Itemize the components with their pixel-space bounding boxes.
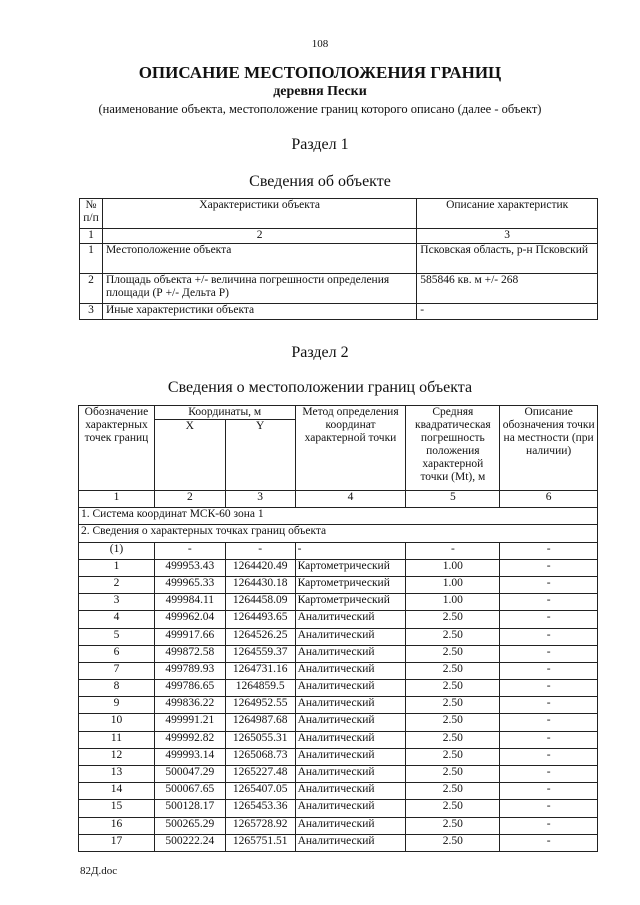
table-row (79, 697, 598, 714)
header-method: Метод определения координат характерной точки (295, 406, 406, 491)
table-row (80, 304, 598, 320)
coord-y: 1265055.31 (225, 731, 295, 748)
accuracy: 2.50 (406, 680, 500, 697)
col-number: 3 (417, 229, 598, 244)
accuracy: - (406, 542, 500, 559)
table-row (79, 662, 598, 679)
coord-y: 1264420.49 (225, 559, 295, 576)
point-desc: - (500, 697, 598, 714)
method: Аналитический (295, 697, 406, 714)
table-row (79, 817, 598, 834)
accuracy: 2.50 (406, 662, 500, 679)
header-num: № п/п (80, 199, 103, 229)
accuracy: 2.50 (406, 714, 500, 731)
method: Картометрический (295, 559, 406, 576)
coord-y: 1264987.68 (225, 714, 295, 731)
header-desc: Описание обозначения точки на местности (при наличии) (500, 406, 598, 491)
point-id: 8 (79, 680, 155, 697)
method: Аналитический (295, 645, 406, 662)
column-numbers-row (79, 491, 598, 508)
table-row (79, 628, 598, 645)
coord-x: 499991.21 (154, 714, 225, 731)
table-row (79, 645, 598, 662)
coord-x: 500047.29 (154, 766, 225, 783)
method: Аналитический (295, 748, 406, 765)
coord-x: 499984.11 (154, 594, 225, 611)
table-row (79, 748, 598, 765)
coord-x: 499993.14 (154, 748, 225, 765)
point-desc: - (500, 628, 598, 645)
point-desc: - (500, 714, 598, 731)
point-id: 7 (79, 662, 155, 679)
accuracy: 1.00 (406, 559, 500, 576)
point-desc: - (500, 559, 598, 576)
point-id: 2 (79, 576, 155, 593)
accuracy: 2.50 (406, 748, 500, 765)
table-row (79, 800, 598, 817)
coord-x: 499965.33 (154, 576, 225, 593)
point-id: 1 (79, 559, 155, 576)
header-y: Y (225, 420, 295, 491)
coord-y: 1264731.16 (225, 662, 295, 679)
accuracy: 1.00 (406, 576, 500, 593)
section2-heading: Раздел 2 (291, 344, 349, 361)
footer-filename: 82Д.doc (80, 865, 118, 877)
point-desc: - (500, 662, 598, 679)
point-desc: - (500, 834, 598, 851)
coord-y: 1264559.37 (225, 645, 295, 662)
coord-x: - (154, 542, 225, 559)
method: Аналитический (295, 731, 406, 748)
row-num: 3 (80, 304, 103, 320)
object-info-table (79, 198, 598, 320)
col-number: 5 (406, 491, 500, 508)
point-id: 11 (79, 731, 155, 748)
point-id: 12 (79, 748, 155, 765)
point-id: 5 (79, 628, 155, 645)
row-desc: Псковская область, р-н Псковский (417, 244, 598, 274)
table-row (79, 559, 598, 576)
table-row (79, 542, 598, 559)
point-desc: - (500, 680, 598, 697)
method: Аналитический (295, 662, 406, 679)
point-id: 6 (79, 645, 155, 662)
method: Аналитический (295, 817, 406, 834)
method: - (295, 542, 406, 559)
header-accuracy: Средняя квадратическая погрешность положения характерной точки (Mt), м (406, 406, 500, 491)
col-number: 4 (295, 491, 406, 508)
row-num: 2 (80, 274, 103, 304)
section1-caption: Сведения об объекте (249, 173, 391, 190)
col-number: 2 (154, 491, 225, 508)
table-row (80, 274, 598, 304)
method: Картометрический (295, 594, 406, 611)
coord-y: 1264526.25 (225, 628, 295, 645)
accuracy: 2.50 (406, 731, 500, 748)
table-row (79, 576, 598, 593)
accuracy: 2.50 (406, 800, 500, 817)
points-row: 2. Сведения о характерных точках границ объекта (79, 525, 598, 542)
col-number: 1 (80, 229, 103, 244)
coord-x: 500222.24 (154, 834, 225, 851)
table-row (79, 611, 598, 628)
point-id: 4 (79, 611, 155, 628)
page-number: 108 (311, 38, 329, 50)
table-row (79, 594, 598, 611)
header-x: X (154, 420, 225, 491)
coord-x: 499836.22 (154, 697, 225, 714)
object-name: деревня Пески (273, 84, 367, 99)
coord-x: 499962.04 (154, 611, 225, 628)
section1-heading: Раздел 1 (291, 136, 349, 153)
accuracy: 2.50 (406, 834, 500, 851)
row-chars: Местоположение объекта (102, 244, 416, 274)
accuracy: 2.50 (406, 766, 500, 783)
method: Аналитический (295, 800, 406, 817)
row-desc: - (417, 304, 598, 320)
row-chars: Площадь объекта +/- величина погрешности определения площади (Р +/- Дельта Р) (102, 274, 416, 304)
method: Аналитический (295, 766, 406, 783)
col-number: 3 (225, 491, 295, 508)
point-id: 14 (79, 783, 155, 800)
point-desc: - (500, 783, 598, 800)
section2-caption: Сведения о местоположении границ объекта (167, 379, 473, 396)
coord-x: 499992.82 (154, 731, 225, 748)
accuracy: 2.50 (406, 628, 500, 645)
table-row (79, 680, 598, 697)
row-chars: Иные характеристики объекта (102, 304, 416, 320)
method: Аналитический (295, 834, 406, 851)
point-desc: - (500, 748, 598, 765)
coord-y: 1265751.51 (225, 834, 295, 851)
header-desc: Описание характеристик (417, 199, 598, 229)
row-desc: 585846 кв. м +/- 268 (417, 274, 598, 304)
point-id: 10 (79, 714, 155, 731)
coord-y: - (225, 542, 295, 559)
point-id: 3 (79, 594, 155, 611)
method: Аналитический (295, 714, 406, 731)
table-row (79, 783, 598, 800)
point-id: 13 (79, 766, 155, 783)
coord-y: 1265068.73 (225, 748, 295, 765)
point-desc: - (500, 645, 598, 662)
coord-x: 500128.17 (154, 800, 225, 817)
object-note: (наименование объекта, местоположение границ которого описано (далее - объект) (98, 102, 542, 116)
point-desc: - (500, 542, 598, 559)
method: Аналитический (295, 680, 406, 697)
boundary-points-table (78, 405, 598, 852)
coord-x: 499917.66 (154, 628, 225, 645)
coord-y: 1264458.09 (225, 594, 295, 611)
point-desc: - (500, 611, 598, 628)
col-number: 1 (79, 491, 155, 508)
header-chars: Характеристики объекта (102, 199, 416, 229)
method: Аналитический (295, 611, 406, 628)
coord-y: 1264430.18 (225, 576, 295, 593)
coord-y: 1265407.05 (225, 783, 295, 800)
point-desc: - (500, 766, 598, 783)
coord-x: 499789.93 (154, 662, 225, 679)
point-desc: - (500, 800, 598, 817)
coord-y: 1265728.92 (225, 817, 295, 834)
table-row (79, 834, 598, 851)
accuracy: 2.50 (406, 611, 500, 628)
coord-y: 1264493.65 (225, 611, 295, 628)
point-id: 17 (79, 834, 155, 851)
method: Картометрический (295, 576, 406, 593)
point-id: 16 (79, 817, 155, 834)
table-row (79, 731, 598, 748)
table-row (80, 244, 598, 274)
coord-y: 1265227.48 (225, 766, 295, 783)
method: Аналитический (295, 783, 406, 800)
table-row (79, 766, 598, 783)
col-number: 6 (500, 491, 598, 508)
coord-x: 499872.58 (154, 645, 225, 662)
accuracy: 1.00 (406, 594, 500, 611)
document-title: ОПИСАНИЕ МЕСТОПОЛОЖЕНИЯ ГРАНИЦ (138, 63, 502, 82)
row-num: 1 (80, 244, 103, 274)
point-desc: - (500, 576, 598, 593)
coord-x: 499953.43 (154, 559, 225, 576)
accuracy: 2.50 (406, 783, 500, 800)
table-row (79, 714, 598, 731)
coord-y: 1265453.36 (225, 800, 295, 817)
coord-x: 500265.29 (154, 817, 225, 834)
accuracy: 2.50 (406, 645, 500, 662)
coord-y: 1264859.5 (225, 680, 295, 697)
header-coords: Координаты, м (154, 406, 295, 420)
point-id: 9 (79, 697, 155, 714)
system-row: 1. Система координат МСК-60 зона 1 (79, 508, 598, 525)
point-desc: - (500, 731, 598, 748)
point-desc: - (500, 817, 598, 834)
point-id: (1) (79, 542, 155, 559)
accuracy: 2.50 (406, 697, 500, 714)
col-number: 2 (102, 229, 416, 244)
coord-y: 1264952.55 (225, 697, 295, 714)
point-id: 15 (79, 800, 155, 817)
coord-x: 499786.65 (154, 680, 225, 697)
coord-x: 500067.65 (154, 783, 225, 800)
method: Аналитический (295, 628, 406, 645)
header-point: Обозначение характерных точек границ (79, 406, 155, 491)
accuracy: 2.50 (406, 817, 500, 834)
point-desc: - (500, 594, 598, 611)
